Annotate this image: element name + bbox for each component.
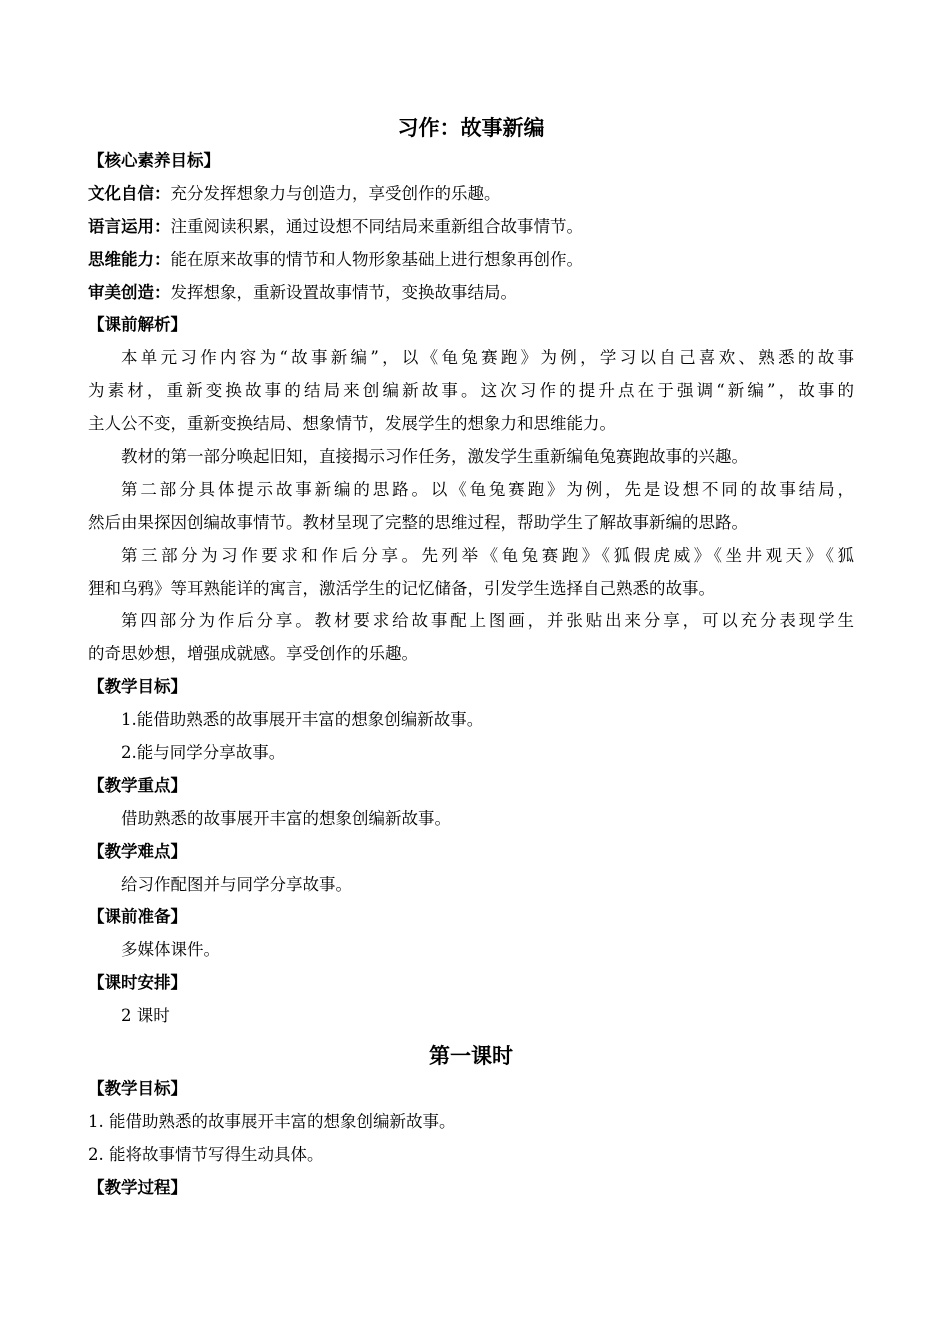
core-goal-label: 文化自信： <box>88 183 171 203</box>
analysis-paragraph-5 <box>88 605 854 671</box>
paragraph-line: 第三部分为习作要求和作后分享。先列举《龟兔赛跑》《狐假虎威》《坐井观天》《狐 <box>121 545 854 565</box>
paragraph-line: 本单元习作内容为“故事新编”，以《龟兔赛跑》为例，学习以自己喜欢、熟悉的故事 <box>121 348 854 368</box>
lesson1-goal-item: 1. 能借助熟悉的故事展开丰富的想象创编新故事。 <box>88 1111 456 1131</box>
section-heading-preparation: 【课前准备】 <box>88 907 187 927</box>
analysis-paragraph-4 <box>88 540 854 606</box>
section-heading-key-points: 【教学重点】 <box>88 775 187 795</box>
core-goal-label: 思维能力： <box>88 249 171 269</box>
section-heading-lesson1-goals: 【教学目标】 <box>88 1079 187 1099</box>
section-heading-schedule: 【课时安排】 <box>88 973 187 993</box>
difficulties-text: 给习作配图并与同学分享故事。 <box>121 874 352 894</box>
preparation-text: 多媒体课件。 <box>121 940 220 960</box>
section-heading-analysis: 【课前解析】 <box>88 315 187 335</box>
core-goal-thinking <box>88 244 854 277</box>
document-title: 习作：故事新编 <box>397 115 545 140</box>
section-heading-teaching-goals: 【教学目标】 <box>88 677 187 697</box>
core-goal-aesthetic <box>88 277 854 310</box>
paragraph-line: 为素材，重新变换故事的结局来创编新故事。这次习作的提升点在于强调“新编”，故事的 <box>88 381 854 401</box>
core-goal-text: 注重阅读积累，通过设想不同结局来重新组合故事情节。 <box>170 216 583 236</box>
paragraph-line: 狸和乌鸦》等耳熟能详的寓言，激活学生的记忆储备，引发学生选择自己熟悉的故事。 <box>88 578 715 598</box>
paragraph-line: 第二部分具体提示故事新编的思路。以《龟兔赛跑》为例，先是设想不同的故事结局， <box>121 479 854 499</box>
section-heading-difficulties: 【教学难点】 <box>88 841 187 861</box>
lesson1-goal-item: 2. 能将故事情节写得生动具体。 <box>88 1144 324 1164</box>
paragraph-line: 教材的第一部分唤起旧知，直接揭示习作任务，激发学生重新编龟兔赛跑故事的兴趣。 <box>121 447 748 467</box>
section-heading-lesson1-process: 【教学过程】 <box>88 1177 187 1197</box>
core-goal-text: 发挥想象，重新设置故事情节，变换故事结局。 <box>170 282 517 302</box>
teaching-goal-item: 2.能与同学分享故事。 <box>121 743 286 763</box>
core-goal-culture <box>88 178 854 211</box>
lesson1-title: 第一课时 <box>429 1043 513 1069</box>
paragraph-line: 第四部分为作后分享。教材要求给故事配上图画，并张贴出来分享，可以充分表现学生 <box>121 611 854 631</box>
paragraph-line: 主人公不变，重新变换结局、想象情节，发展学生的想象力和思维能力。 <box>88 414 616 434</box>
analysis-paragraph-2 <box>88 441 854 474</box>
analysis-paragraph-3 <box>88 474 854 540</box>
paragraph-line: 的奇思妙想，增强成就感。享受创作的乐趣。 <box>88 644 418 664</box>
section-heading-core-goals: 【核心素养目标】 <box>88 151 220 170</box>
core-goal-label: 审美创造： <box>88 282 171 302</box>
core-goal-text: 充分发挥想象力与创造力，享受创作的乐趣。 <box>170 183 501 203</box>
core-goal-label: 语言运用： <box>88 216 171 236</box>
paragraph-line: 然后由果探因创编故事情节。教材呈现了完整的思维过程，帮助学生了解故事新编的思路。 <box>88 512 748 532</box>
schedule-text: 2 课时 <box>121 1006 170 1026</box>
key-points-text: 借助熟悉的故事展开丰富的想象创编新故事。 <box>121 808 451 828</box>
teaching-goal-item: 1.能借助熟悉的故事展开丰富的想象创编新故事。 <box>121 710 484 730</box>
core-goal-text: 能在原来故事的情节和人物形象基础上进行想象再创作。 <box>170 249 583 269</box>
analysis-paragraph-1 <box>88 342 854 441</box>
core-goal-language <box>88 211 854 244</box>
